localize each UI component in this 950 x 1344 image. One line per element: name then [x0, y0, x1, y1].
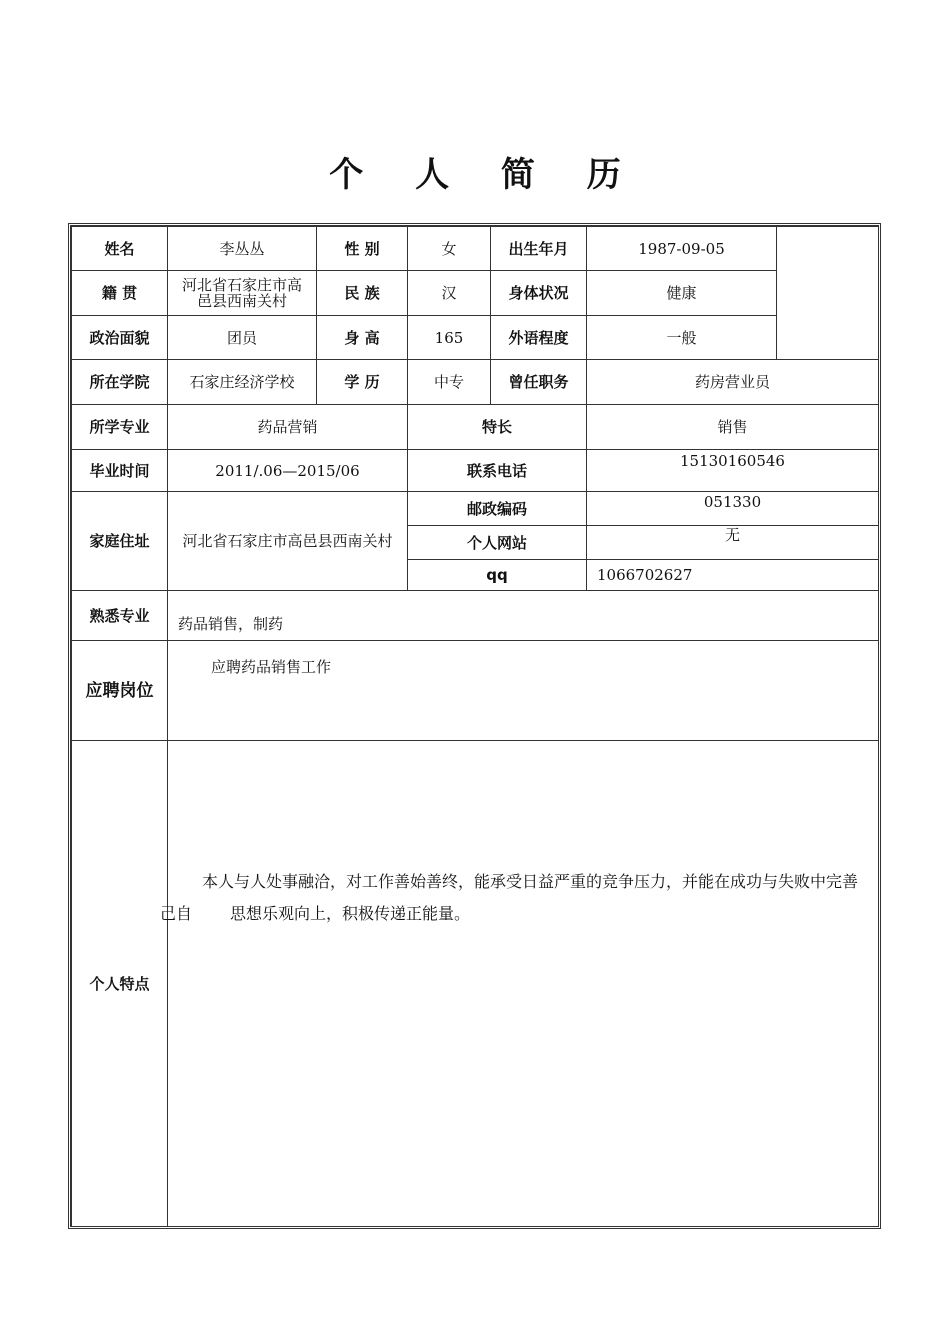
birth-value: 1987-09-05: [586, 226, 777, 271]
health-label: 身体状况: [490, 270, 587, 316]
language-value: 一般: [586, 315, 777, 360]
edu-value: 中专: [407, 359, 491, 405]
political-label: 政治面貌: [71, 315, 168, 360]
postcode-value: 051330: [586, 491, 879, 526]
website-label: 个人网站: [407, 525, 587, 560]
language-label: 外语程度: [490, 315, 587, 360]
major-label: 所学专业: [71, 404, 168, 450]
birth-label: 出生年月: [490, 226, 587, 271]
traits-text: [158, 866, 880, 930]
position-value: 药房营业员: [586, 359, 879, 405]
health-value: 健康: [586, 270, 777, 316]
qq-label: qq: [407, 559, 587, 591]
familiar-label: 熟悉专业: [71, 590, 168, 641]
apply-label: 应聘岗位: [71, 640, 168, 741]
ethnic-value: 汉: [407, 270, 491, 316]
grad-value: 2011/.06—2015/06: [167, 449, 408, 492]
postcode-label: 邮政编码: [407, 491, 587, 526]
qq-value: 1066702627: [586, 559, 879, 591]
edu-label: 学 历: [316, 359, 408, 405]
school-label: 所在学院: [71, 359, 168, 405]
skill-label: 特长: [407, 404, 587, 450]
photo-cell: [776, 226, 879, 360]
position-label: 曾任职务: [490, 359, 587, 405]
resume-table: [68, 223, 881, 1229]
native-value: 河北省石家庄市高邑县西南关村: [167, 270, 317, 316]
name-value: 李丛丛: [167, 226, 317, 271]
gender-value: 女: [407, 226, 491, 271]
height-label: 身 高: [316, 315, 408, 360]
address-value: 河北省石家庄市高邑县西南关村: [167, 491, 408, 591]
traits-cell: [167, 740, 879, 1227]
name-label: 姓名: [71, 226, 168, 271]
apply-value: 应聘药品销售工作: [167, 640, 879, 741]
gender-label: 性 别: [316, 226, 408, 271]
address-label: 家庭住址: [71, 491, 168, 591]
familiar-value: 药品销售，制药: [167, 590, 879, 641]
phone-label: 联系电话: [407, 449, 587, 492]
ethnic-label: 民 族: [316, 270, 408, 316]
traits-line-2a: 己自: [160, 904, 193, 923]
traits-line-1: 本人与人处事融洽，对工作善始善终，能承受日益严重的竞争压力，并能在成功与失败中完善: [202, 872, 859, 891]
phone-value: 15130160546: [586, 449, 879, 492]
website-value: 无: [586, 525, 879, 560]
political-value: 团员: [167, 315, 317, 360]
major-value: 药品营销: [167, 404, 408, 450]
height-value: 165: [407, 315, 491, 360]
traits-line-2b: 思想乐观向上，积极传递正能量。: [230, 904, 471, 923]
traits-label: 个人特点: [71, 740, 168, 1227]
page-title: 个 人 简 历: [329, 155, 641, 195]
grad-label: 毕业时间: [71, 449, 168, 492]
skill-value: 销售: [586, 404, 879, 450]
school-value: 石家庄经济学校: [167, 359, 317, 405]
native-label: 籍 贯: [71, 270, 168, 316]
